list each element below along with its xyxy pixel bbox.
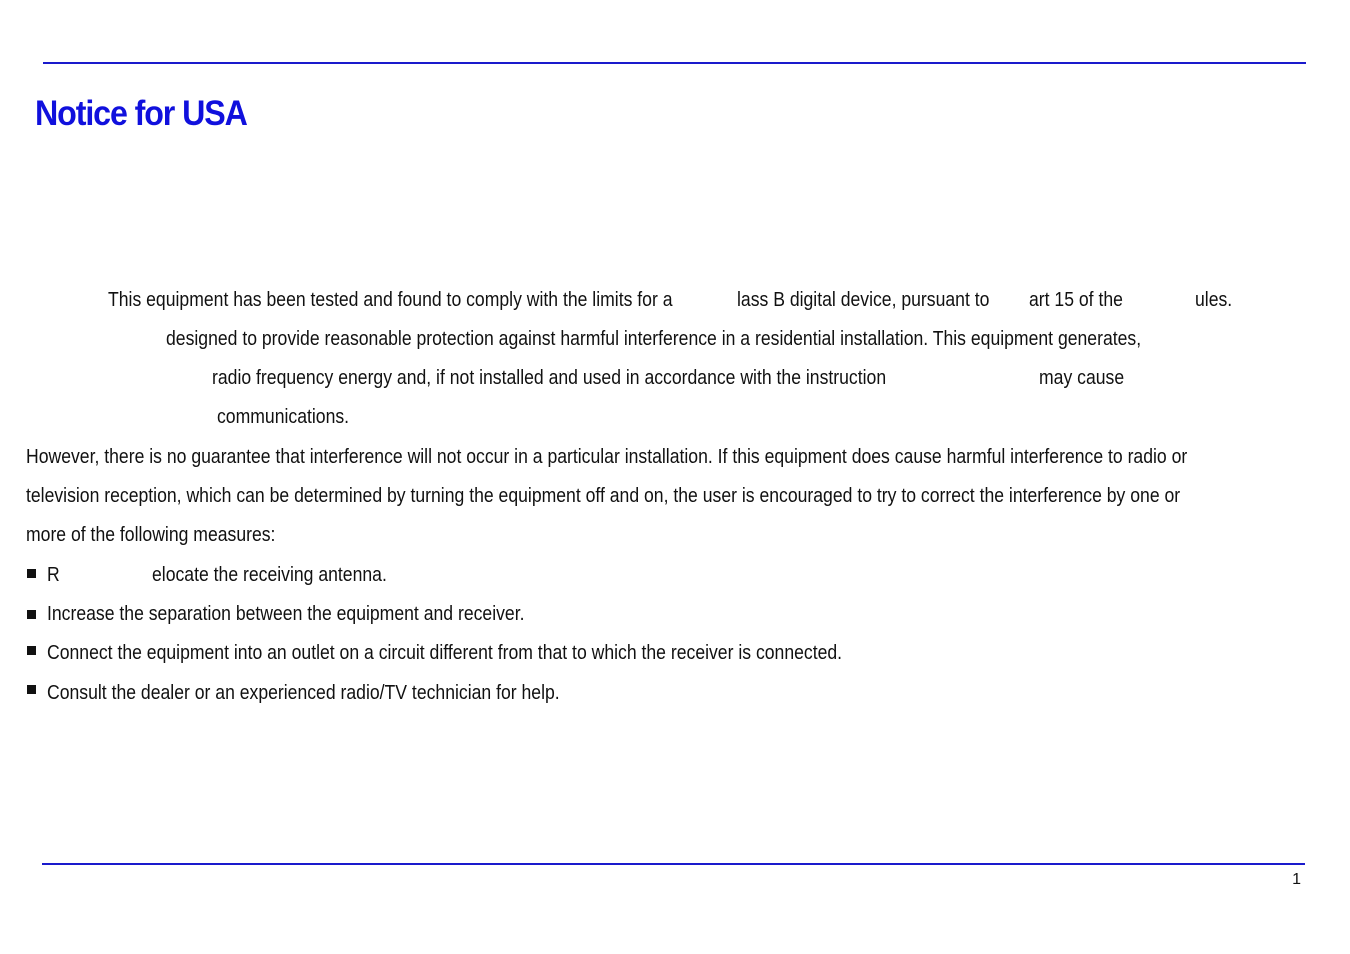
para1-line4: communications. bbox=[217, 406, 350, 428]
para1-line1-part2: lass B digital device, pursuant to bbox=[737, 289, 990, 311]
top-divider bbox=[43, 62, 1306, 64]
bullet-icon bbox=[27, 685, 36, 694]
para1-line1-part1: This equipment has been tested and found to comply with the limits for a bbox=[108, 289, 673, 311]
para1-line1-part3: art 15 of the bbox=[1029, 289, 1123, 311]
para1-line3-part1: radio frequency energy and, if not installed and used in accordance with the instruction bbox=[212, 367, 887, 389]
measure-2: Increase the separation between the equipment and receiver. bbox=[47, 603, 525, 625]
page-title: Notice for USA bbox=[35, 94, 247, 133]
para2-line1: However, there is no guarantee that interference will not occur in a particular installation. If this equipment does cause harmful interference to radio or bbox=[26, 446, 1188, 468]
page-number: 1 bbox=[1292, 871, 1301, 888]
para2-line2: television reception, which can be determined by turning the equipment off and on, the user is encouraged to try to correct the interference by one or bbox=[26, 485, 1181, 507]
para1-line3-part2: may cause bbox=[1039, 367, 1125, 389]
bullet-icon bbox=[27, 569, 36, 578]
measure-1-part2: elocate the receiving antenna. bbox=[152, 564, 387, 586]
measure-1-part1: R bbox=[47, 564, 60, 586]
para2-line3: more of the following measures: bbox=[26, 524, 276, 546]
measure-3: Connect the equipment into an outlet on a circuit different from that to which the receiver is connected. bbox=[47, 642, 843, 664]
bullet-icon bbox=[27, 646, 36, 655]
measure-4: Consult the dealer or an experienced radio/TV technician for help. bbox=[47, 682, 560, 704]
para1-line1-part4: ules. bbox=[1195, 289, 1233, 311]
bullet-icon bbox=[27, 610, 36, 619]
bottom-divider bbox=[42, 863, 1305, 865]
para1-line2: designed to provide reasonable protection against harmful interference in a residential installation. This equipment generates, bbox=[166, 328, 1142, 350]
